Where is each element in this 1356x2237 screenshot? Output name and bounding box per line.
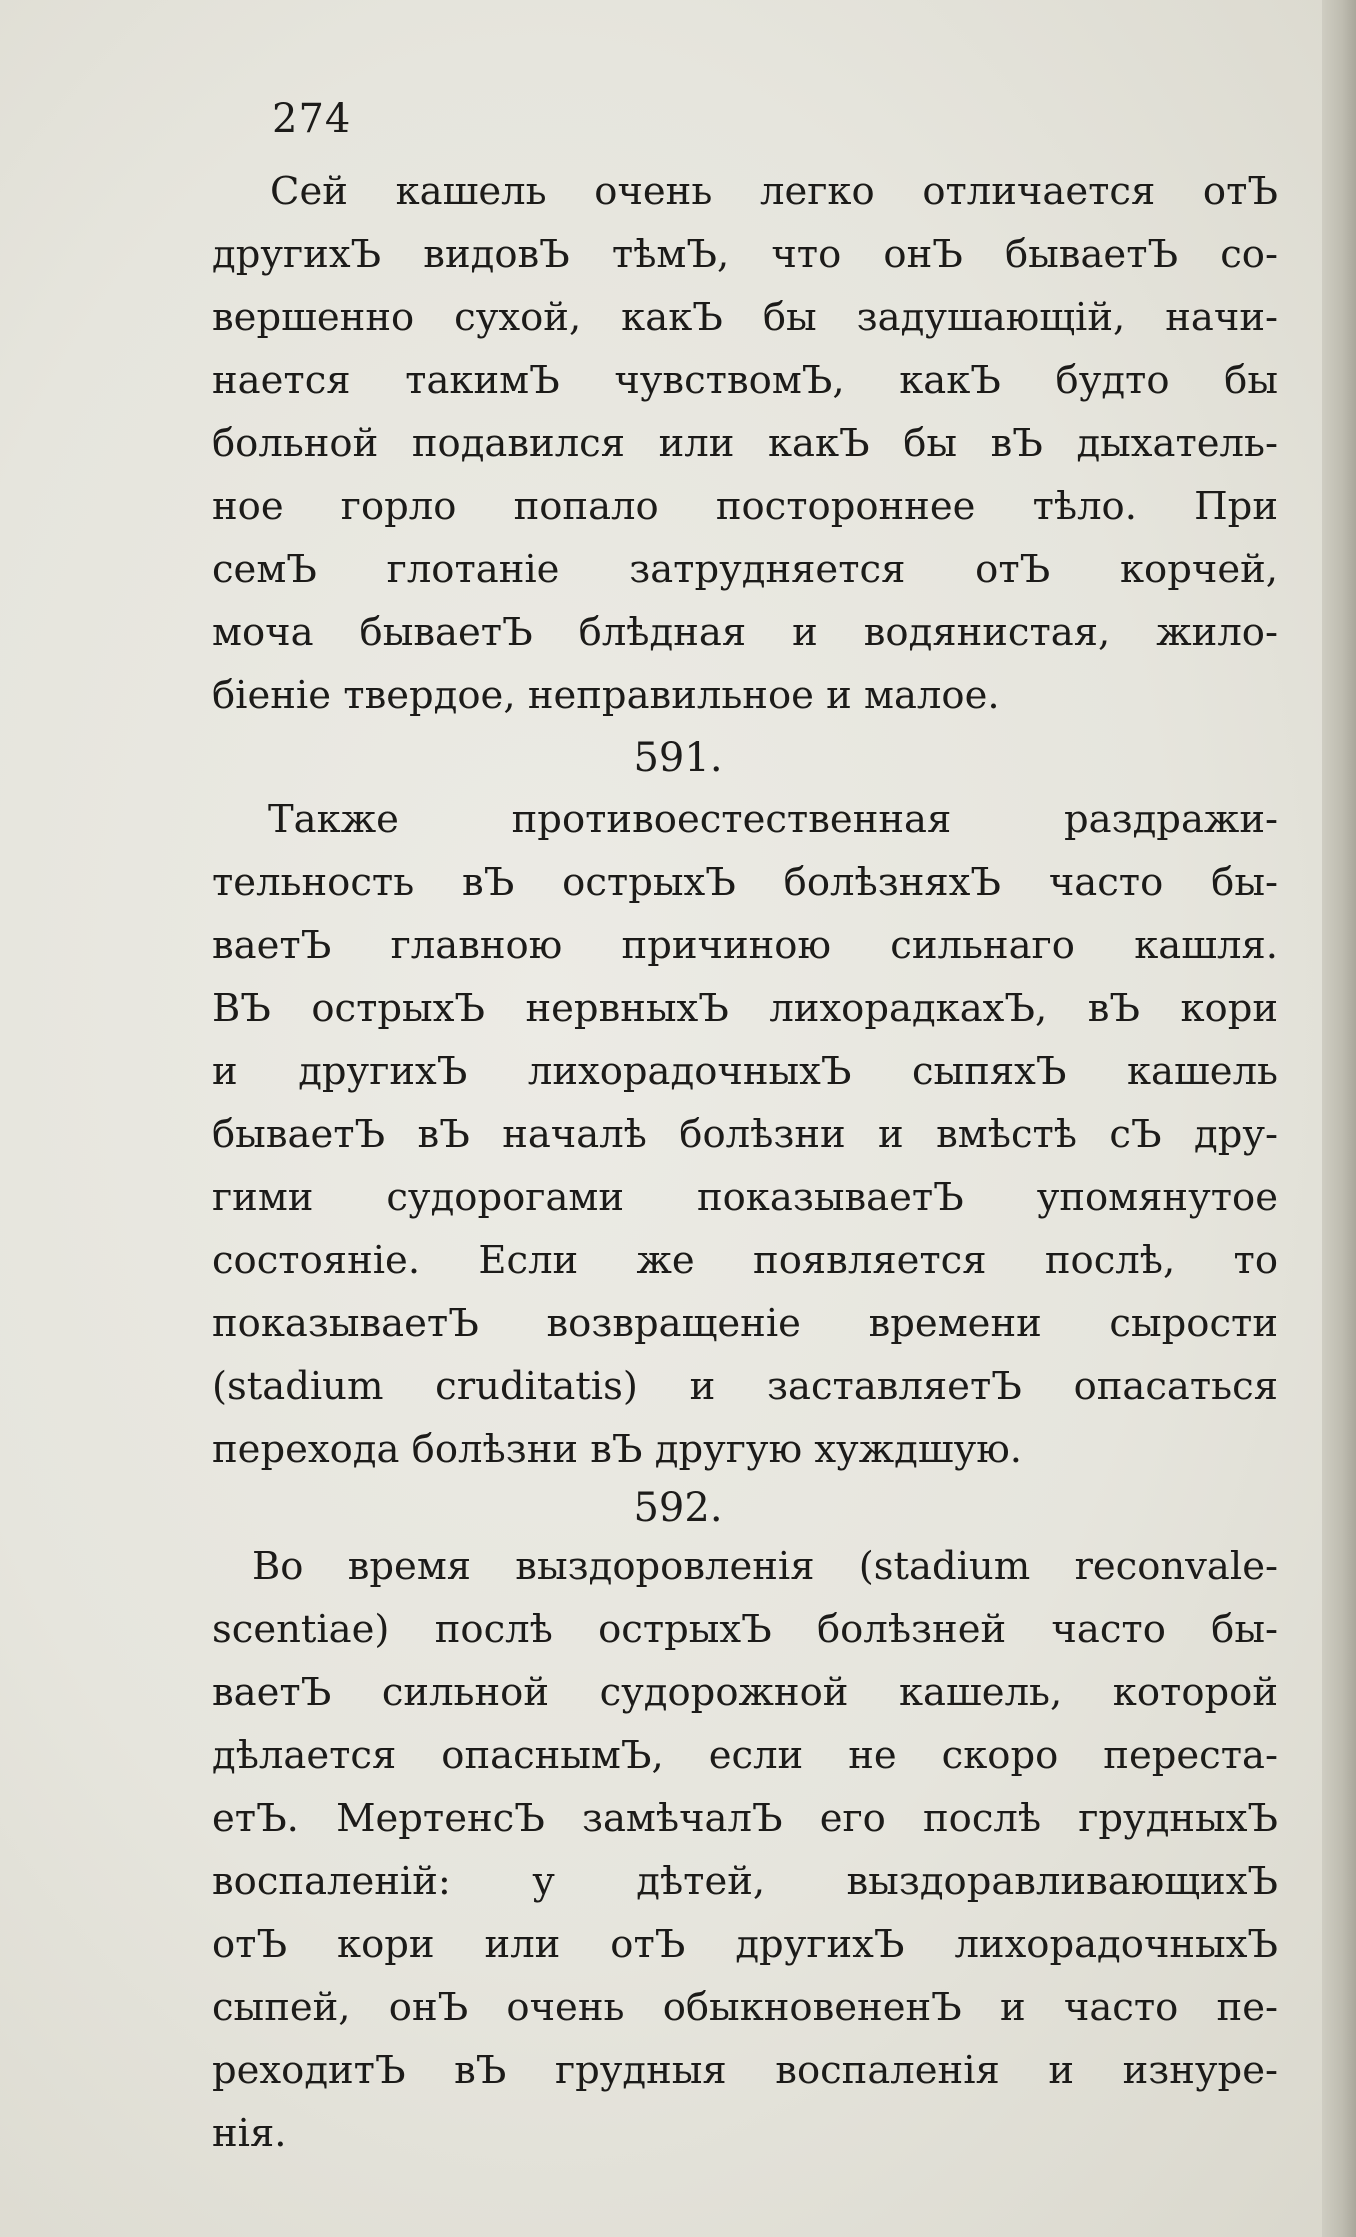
text-line: показываетЪ возвращеніе времени сырости — [212, 1301, 1278, 1346]
text-line: перехода болѣзни вЪ другую хуждшую. — [212, 1427, 1023, 1472]
text-line: гими судорогами показываетЪ упомянутое — [212, 1175, 1278, 1220]
text-line: Также противоестественная раздражи- — [268, 797, 1278, 842]
text-line: моча бываетЪ блѣдная и водянистая, жило- — [212, 610, 1278, 655]
paragraph-3 — [212, 1535, 1278, 2165]
text-line: другихЪ видовЪ тѣмЪ, что онЪ бываетЪ со- — [212, 232, 1278, 277]
text-line: дѣлается опаснымЪ, если не скоро переста- — [212, 1733, 1278, 1778]
text-line: состояніе. Если же появляется послѣ, то — [212, 1238, 1278, 1283]
text-line: вершенно сухой, какЪ бы задушающій, начи- — [212, 295, 1278, 340]
text-line: тельность вЪ острыхЪ болѣзняхЪ часто бы- — [212, 860, 1278, 905]
text-line: семЪ глотаніе затрудняется отЪ корчей, — [212, 547, 1278, 592]
text-line: нается такимЪ чувствомЪ, какЪ будто бы — [212, 358, 1278, 403]
text-line: ное горло попало постороннее тѣло. При — [212, 484, 1278, 529]
text-line: ВЪ острыхЪ нервныхЪ лихорадкахЪ, вЪ кори — [212, 986, 1278, 1031]
text-line: (stadium cruditatis) и заставляетЪ опасаться — [212, 1364, 1278, 1409]
text-line: біеніе твердое, неправильное и малое. — [212, 673, 1000, 718]
page-number: 274 — [272, 96, 352, 142]
text-line: нія. — [212, 2111, 287, 2156]
text-line: бываетЪ вЪ началѣ болѣзни и вмѣстѣ сЪ дру- — [212, 1112, 1278, 1157]
text-line: сыпей, онЪ очень обыкновененЪ и часто пе- — [212, 1985, 1278, 2030]
text-line: Во время выздоровленія (stadium reconvale- — [252, 1544, 1278, 1589]
text-line: етЪ. МертенсЪ замѣчалЪ его послѣ грудныхЪ — [212, 1796, 1278, 1841]
section-number-592: 592. — [633, 1485, 723, 1531]
text-line: отЪ кори или отЪ другихЪ лихорадочныхЪ — [212, 1922, 1278, 1967]
text-line: реходитЪ вЪ грудныя воспаленія и изнуре- — [212, 2048, 1278, 2093]
page-gutter-shadow — [1322, 0, 1356, 2237]
text-line: ваетЪ главною причиною сильнаго кашля. — [212, 923, 1278, 968]
text-line: ваетЪ сильной судорожной кашель, которой — [212, 1670, 1278, 1715]
section-number-591: 591. — [633, 735, 723, 781]
text-line: воспаленій: у дѣтей, выздоравливающихЪ — [212, 1859, 1278, 1904]
text-line: scentiae) послѣ острыхЪ болѣзней часто бы- — [212, 1607, 1278, 1652]
paragraph-1 — [212, 160, 1278, 727]
text-line: больной подавился или какЪ бы вЪ дыхатель- — [212, 421, 1278, 466]
paragraph-2 — [212, 788, 1278, 1481]
text-line: Сей кашель очень легко отличается отЪ — [270, 169, 1278, 214]
text-line: и другихЪ лихорадочныхЪ сыпяхЪ кашель — [212, 1049, 1278, 1094]
